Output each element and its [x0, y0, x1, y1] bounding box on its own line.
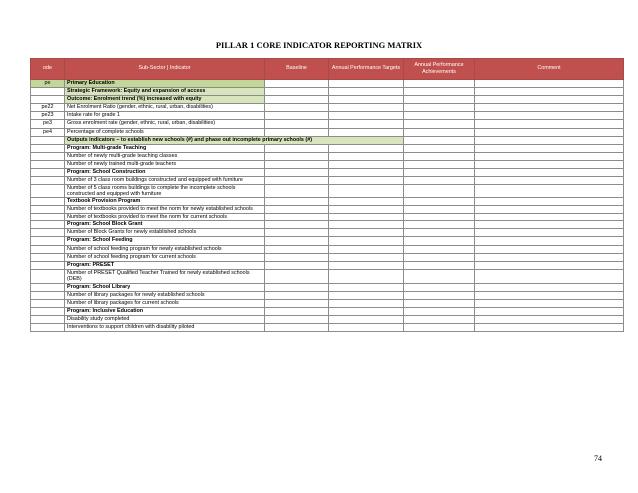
- baseline-cell: [265, 261, 329, 269]
- comment-cell: [475, 112, 624, 120]
- row-indicator: Number of Block Grants for newly established schools: [65, 229, 265, 237]
- row-indicator: Gross enrolment rate (gender, ethnic, rural, urban, disabilities): [65, 120, 265, 128]
- baseline-cell: [265, 237, 329, 245]
- row-code: [31, 184, 65, 198]
- table-row: [31, 104, 624, 112]
- table-row: [31, 206, 624, 213]
- table-row: [31, 136, 624, 144]
- targets-cell: [329, 112, 404, 120]
- row-indicator: Program: School Feeding: [65, 237, 265, 245]
- row-indicator: Number of library packages for current schools: [65, 299, 265, 307]
- targets-cell: [329, 253, 404, 261]
- comment-cell: [475, 184, 624, 198]
- table-row: [31, 291, 624, 299]
- row-indicator: Disability study completed: [65, 316, 265, 324]
- row-code: [31, 177, 65, 184]
- achievements-cell: [404, 112, 475, 120]
- row-code: pe3: [31, 120, 65, 128]
- targets-cell: [329, 316, 404, 324]
- row-code: [31, 88, 65, 96]
- table-row: [31, 245, 624, 253]
- row-indicator: Number of school feeding program for current schools: [65, 253, 265, 261]
- achievements-cell: [404, 96, 475, 104]
- row-indicator: Outcome: Enrolment trend (%) increased with equity: [65, 96, 265, 104]
- targets-cell: [329, 237, 404, 245]
- comment-cell: [475, 261, 624, 269]
- column-header-targets: Annual Performance Targets: [329, 59, 404, 80]
- row-code: [31, 206, 65, 213]
- column-header-baseline: Baseline: [265, 59, 329, 80]
- achievements-cell: [404, 291, 475, 299]
- row-indicator: Strategic Framework: Equity and expansion of access: [65, 88, 265, 96]
- table-row: [31, 213, 624, 220]
- baseline-cell: [265, 80, 329, 88]
- achievements-cell: [404, 269, 475, 283]
- baseline-cell: [265, 316, 329, 324]
- row-code: [31, 299, 65, 307]
- comment-cell: [475, 253, 624, 261]
- baseline-cell: [265, 177, 329, 184]
- baseline-cell: [265, 112, 329, 120]
- baseline-cell: [265, 88, 329, 96]
- achievements-cell: [404, 245, 475, 253]
- comment-cell: [475, 198, 624, 206]
- page-title: PILLAR 1 CORE INDICATOR REPORTING MATRIX: [215, 40, 423, 50]
- table-header-row: [31, 59, 624, 80]
- comment-cell: [475, 169, 624, 177]
- targets-cell: [329, 261, 404, 269]
- achievements-cell: [404, 120, 475, 128]
- row-indicator: Program: School Block Grant: [65, 221, 265, 229]
- table-row: [31, 120, 624, 128]
- table-row: [31, 261, 624, 269]
- column-header-comment: Comment: [475, 59, 624, 80]
- comment-cell: [475, 96, 624, 104]
- table-row: [31, 237, 624, 245]
- comment-cell: [475, 229, 624, 237]
- baseline-cell: [265, 299, 329, 307]
- baseline-cell: [265, 221, 329, 229]
- row-code: pe4: [31, 128, 65, 136]
- table-row: [31, 88, 624, 96]
- achievements-cell: [404, 299, 475, 307]
- targets-cell: [329, 291, 404, 299]
- row-code: [31, 229, 65, 237]
- table-row: [31, 184, 624, 198]
- table-row: [31, 169, 624, 177]
- table-row: [31, 96, 624, 104]
- comment-cell: [475, 128, 624, 136]
- achievements-cell: [404, 307, 475, 315]
- table-row: [31, 177, 624, 184]
- comment-cell: [475, 144, 624, 152]
- targets-cell: [329, 229, 404, 237]
- table-row: [31, 128, 624, 136]
- row-indicator: Program: Inclusive Education: [65, 307, 265, 315]
- table-row: [31, 269, 624, 283]
- comment-cell: [475, 316, 624, 324]
- table-row: [31, 229, 624, 237]
- achievements-cell: [404, 316, 475, 324]
- achievements-cell: [404, 221, 475, 229]
- row-indicator: Primary Education: [65, 80, 265, 88]
- achievements-cell: [404, 169, 475, 177]
- row-code: [31, 213, 65, 220]
- achievements-cell: [404, 229, 475, 237]
- row-indicator: Program: School Construction: [65, 169, 265, 177]
- achievements-cell: [404, 324, 475, 332]
- row-indicator: Number of newly trained multi-grade teachers: [65, 160, 265, 168]
- targets-cell: [329, 177, 404, 184]
- targets-cell: [329, 213, 404, 220]
- table-row: [31, 307, 624, 315]
- baseline-cell: [265, 120, 329, 128]
- row-code: [31, 160, 65, 168]
- targets-cell: [329, 96, 404, 104]
- targets-cell: [329, 144, 404, 152]
- achievements-cell: [404, 206, 475, 213]
- comment-cell: [475, 213, 624, 220]
- row-indicator: Number of newly multi-grade teaching classes: [65, 152, 265, 160]
- achievements-cell: [404, 253, 475, 261]
- row-indicator: Net Enrolment Ratio (gender, ethnic, rural, urban, disabilities): [65, 104, 265, 112]
- table-row: [31, 152, 624, 160]
- comment-cell: [475, 221, 624, 229]
- baseline-cell: [265, 144, 329, 152]
- row-indicator: Intake rate for grade 1: [65, 112, 265, 120]
- achievements-cell: [404, 184, 475, 198]
- baseline-cell: [265, 229, 329, 237]
- comment-cell: [475, 245, 624, 253]
- row-indicator: Number of textbooks provided to meet the norm for newly established schools: [65, 206, 265, 213]
- row-code: [31, 221, 65, 229]
- row-code: [31, 307, 65, 315]
- targets-cell: [329, 80, 404, 88]
- targets-cell: [329, 307, 404, 315]
- baseline-cell: [265, 324, 329, 332]
- row-code: [31, 283, 65, 291]
- comment-cell: [475, 177, 624, 184]
- row-code: [31, 198, 65, 206]
- row-code: [31, 291, 65, 299]
- column-header-code: ode: [31, 59, 65, 80]
- comment-cell: [475, 80, 624, 88]
- comment-cell: [475, 88, 624, 96]
- row-indicator: Interventions to support children with disability piloted: [65, 324, 265, 332]
- row-code: [31, 152, 65, 160]
- targets-cell: [329, 120, 404, 128]
- row-indicator: Number of textbooks provided to meet the norm for current schools: [65, 213, 265, 220]
- row-code: [31, 96, 65, 104]
- baseline-cell: [265, 283, 329, 291]
- targets-cell: [329, 104, 404, 112]
- row-code: pe22: [31, 104, 65, 112]
- row-code: [31, 245, 65, 253]
- row-indicator: Number of 5 class rooms buildings to complete the incomplete schools constructed and equipped with furniture: [65, 184, 265, 198]
- table-row: [31, 253, 624, 261]
- table-row: [31, 299, 624, 307]
- comment-cell: [475, 136, 624, 144]
- achievements-cell: [404, 283, 475, 291]
- row-code: pe23: [31, 112, 65, 120]
- row-code: [31, 316, 65, 324]
- row-code: [31, 261, 65, 269]
- targets-cell: [329, 160, 404, 168]
- table-row: [31, 283, 624, 291]
- row-indicator: Number of school feeding program for newly established schools: [65, 245, 265, 253]
- baseline-cell: [265, 128, 329, 136]
- comment-cell: [475, 324, 624, 332]
- table-row: [31, 80, 624, 88]
- comment-cell: [475, 152, 624, 160]
- table-row: [31, 144, 624, 152]
- row-indicator: Program: School Library: [65, 283, 265, 291]
- row-code: [31, 253, 65, 261]
- row-indicator: Textbook Provision Program: [65, 198, 265, 206]
- baseline-cell: [265, 269, 329, 283]
- comment-cell: [475, 307, 624, 315]
- achievements-cell: [404, 237, 475, 245]
- baseline-cell: [265, 104, 329, 112]
- targets-cell: [329, 283, 404, 291]
- achievements-cell: [404, 213, 475, 220]
- baseline-cell: [265, 198, 329, 206]
- comment-cell: [475, 206, 624, 213]
- targets-cell: [329, 88, 404, 96]
- row-indicator: Number of 3 class room buildings constructed and equipped with furniture: [65, 177, 265, 184]
- targets-cell: [329, 269, 404, 283]
- baseline-cell: [265, 253, 329, 261]
- achievements-cell: [404, 128, 475, 136]
- achievements-cell: [404, 152, 475, 160]
- baseline-cell: [265, 152, 329, 160]
- comment-cell: [475, 299, 624, 307]
- row-code: [31, 136, 65, 144]
- indicator-matrix-table: [30, 58, 624, 332]
- row-indicator: Number of PRESET Qualified Teacher Trained for newly established schools (DEB): [65, 269, 265, 283]
- table-row: [31, 221, 624, 229]
- baseline-cell: [265, 184, 329, 198]
- row-indicator: Program: Multi-grade Teaching: [65, 144, 265, 152]
- row-code: [31, 237, 65, 245]
- achievements-cell: [404, 88, 475, 96]
- comment-cell: [475, 237, 624, 245]
- row-code: [31, 324, 65, 332]
- comment-cell: [475, 283, 624, 291]
- achievements-cell: [404, 144, 475, 152]
- row-code: [31, 269, 65, 283]
- row-indicator: Program: PRESET: [65, 261, 265, 269]
- row-indicator: Number of library packages for newly established schools: [65, 291, 265, 299]
- row-indicator: Outputs indicators – to establish new schools (#) and phase out incomplete primary schools (#): [65, 136, 404, 144]
- row-code: [31, 169, 65, 177]
- targets-cell: [329, 206, 404, 213]
- row-code: pe: [31, 80, 65, 88]
- targets-cell: [329, 198, 404, 206]
- table-row: [31, 160, 624, 168]
- achievements-cell: [404, 177, 475, 184]
- comment-cell: [475, 269, 624, 283]
- achievements-cell: [404, 80, 475, 88]
- table-row: [31, 324, 624, 332]
- targets-cell: [329, 152, 404, 160]
- row-code: [31, 144, 65, 152]
- comment-cell: [475, 104, 624, 112]
- targets-cell: [329, 128, 404, 136]
- achievements-cell: [404, 160, 475, 168]
- baseline-cell: [265, 169, 329, 177]
- targets-cell: [329, 221, 404, 229]
- table-row: [31, 198, 624, 206]
- table-row: [31, 112, 624, 120]
- targets-cell: [329, 169, 404, 177]
- column-header-achievements: Annual Performance Achievements: [404, 59, 475, 80]
- baseline-cell: [265, 96, 329, 104]
- achievements-cell: [404, 198, 475, 206]
- baseline-cell: [265, 160, 329, 168]
- targets-cell: [329, 184, 404, 198]
- row-indicator: Percentage of complete schools: [65, 128, 265, 136]
- baseline-cell: [265, 206, 329, 213]
- baseline-cell: [265, 291, 329, 299]
- column-header-indicator: Sub-Sector | Indicator: [65, 59, 265, 80]
- achievements-cell: [404, 136, 475, 144]
- comment-cell: [475, 120, 624, 128]
- achievements-cell: [404, 104, 475, 112]
- table-row: [31, 316, 624, 324]
- targets-cell: [329, 299, 404, 307]
- baseline-cell: [265, 307, 329, 315]
- baseline-cell: [265, 213, 329, 220]
- page-number: 74: [594, 454, 602, 463]
- baseline-cell: [265, 245, 329, 253]
- targets-cell: [329, 245, 404, 253]
- achievements-cell: [404, 261, 475, 269]
- comment-cell: [475, 160, 624, 168]
- targets-cell: [329, 324, 404, 332]
- comment-cell: [475, 291, 624, 299]
